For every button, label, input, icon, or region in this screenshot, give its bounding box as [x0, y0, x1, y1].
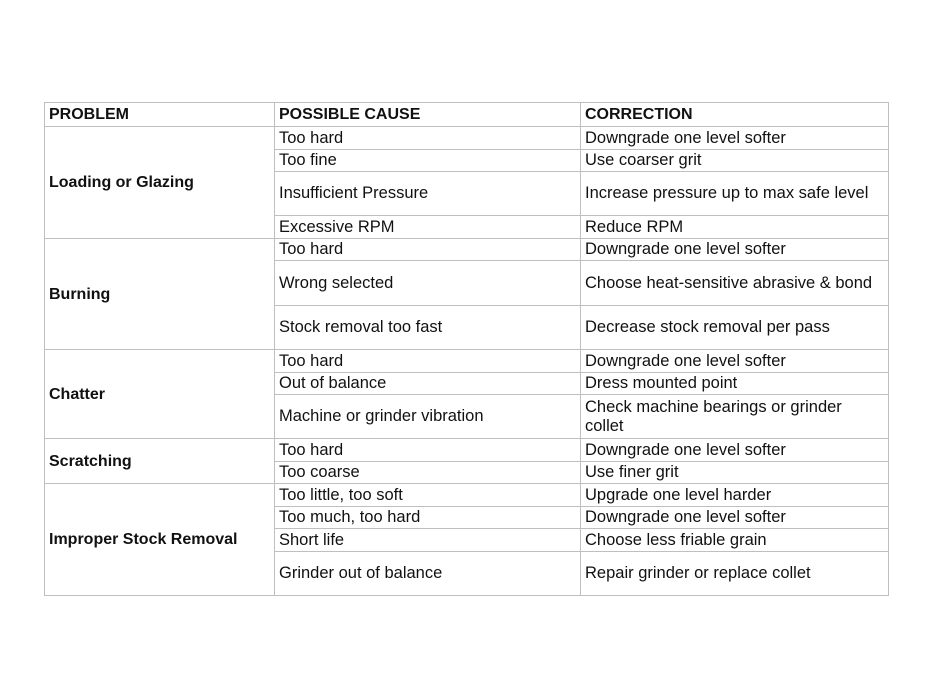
table-row	[45, 127, 889, 150]
header-correction: CORRECTION	[581, 103, 889, 127]
correction-cell: Increase pressure up to max safe level	[581, 172, 889, 216]
header-possible-cause: POSSIBLE CAUSE	[275, 103, 581, 127]
header-problem: PROBLEM	[45, 103, 275, 127]
cause-cell: Machine or grinder vibration	[275, 395, 581, 439]
correction-cell: Downgrade one level softer	[581, 439, 889, 462]
correction-cell: Choose less friable grain	[581, 529, 889, 552]
table-row	[45, 484, 889, 507]
correction-cell: Check machine bearings or grinder collet	[581, 395, 889, 439]
problem-cell: Scratching	[45, 439, 275, 484]
correction-cell: Decrease stock removal per pass	[581, 306, 889, 350]
cause-cell: Too much, too hard	[275, 507, 581, 529]
table-row	[45, 439, 889, 462]
correction-cell: Repair grinder or replace collet	[581, 552, 889, 596]
troubleshooting-table	[44, 102, 889, 596]
header-row	[45, 103, 889, 127]
correction-cell: Downgrade one level softer	[581, 127, 889, 150]
cause-cell: Out of balance	[275, 373, 581, 395]
cause-cell: Too hard	[275, 239, 581, 261]
cause-cell: Excessive RPM	[275, 216, 581, 239]
cause-cell: Too hard	[275, 127, 581, 150]
cause-cell: Too coarse	[275, 462, 581, 484]
problem-cell: Improper Stock Removal	[45, 484, 275, 596]
correction-cell: Upgrade one level harder	[581, 484, 889, 507]
correction-cell: Use coarser grit	[581, 150, 889, 172]
correction-cell: Dress mounted point	[581, 373, 889, 395]
cause-cell: Short life	[275, 529, 581, 552]
correction-cell: Downgrade one level softer	[581, 350, 889, 373]
cause-cell: Too fine	[275, 150, 581, 172]
correction-cell: Reduce RPM	[581, 216, 889, 239]
table-row	[45, 350, 889, 373]
cause-cell: Too hard	[275, 350, 581, 373]
cause-cell: Too hard	[275, 439, 581, 462]
correction-cell: Downgrade one level softer	[581, 507, 889, 529]
problem-cell: Loading or Glazing	[45, 127, 275, 239]
correction-cell: Downgrade one level softer	[581, 239, 889, 261]
problem-cell: Burning	[45, 239, 275, 350]
cause-cell: Insufficient Pressure	[275, 172, 581, 216]
cause-cell: Grinder out of balance	[275, 552, 581, 596]
table-row	[45, 239, 889, 261]
cause-cell: Too little, too soft	[275, 484, 581, 507]
correction-cell: Use finer grit	[581, 462, 889, 484]
cause-cell: Wrong selected	[275, 261, 581, 306]
problem-cell: Chatter	[45, 350, 275, 439]
cause-cell: Stock removal too fast	[275, 306, 581, 350]
correction-cell: Choose heat-sensitive abrasive & bond	[581, 261, 889, 306]
